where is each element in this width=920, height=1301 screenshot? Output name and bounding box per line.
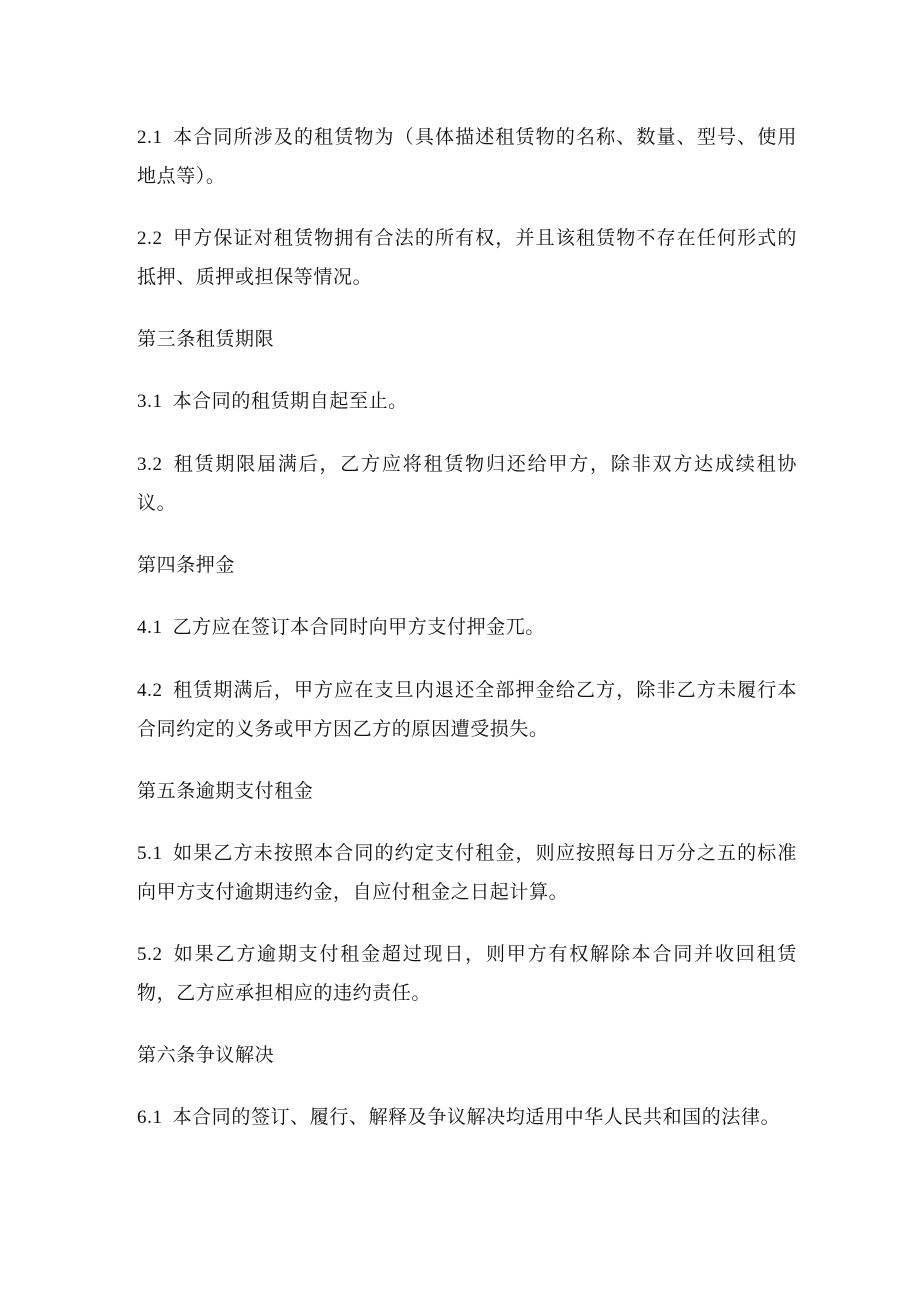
clause-number: 5.1 — [137, 843, 163, 864]
article-heading-4: 第四条押金 — [137, 554, 236, 576]
clause-text: 如果乙方逾期支付租金超过现日，则甲方有权解除本合同并收回租赁物，乙方应承担相应的违约责任。 — [137, 943, 797, 1004]
clause-text: 本合同的租赁期自起至止。 — [172, 390, 408, 412]
clause-number: 4.2 — [137, 680, 163, 701]
clause-4-2 — [137, 671, 797, 748]
clause-number: 6.1 — [137, 1107, 163, 1128]
clause-text: 如果乙方未按照本合同的约定支付租金，则应按照每日万分之五的标准向甲方支付逾期违约金，自应付租金之日起计算。 — [137, 842, 797, 903]
clause-number: 3.1 — [137, 391, 163, 412]
article-heading-3: 第三条租赁期限 — [137, 328, 275, 350]
clause-text: 租赁期满后，甲方应在支旦内退还全部押金给乙方，除非乙方未履行本合同约定的义务或甲方因乙方的原因遭受损失。 — [137, 679, 797, 740]
clause-2-2 — [137, 219, 797, 296]
clause-text: 乙方应在签订本合同时向甲方支付押金兀。 — [172, 616, 545, 638]
clause-2-1 — [137, 118, 797, 195]
clause-6-1 — [137, 1098, 797, 1137]
clause-number: 2.2 — [137, 228, 163, 249]
clause-number: 4.1 — [137, 617, 163, 638]
clause-number: 3.2 — [137, 454, 163, 475]
clause-3-2 — [137, 445, 797, 522]
clause-number: 5.2 — [137, 944, 163, 965]
document-body — [137, 118, 797, 1161]
clause-text: 租赁期限届满后，乙方应将租赁物归还给甲方，除非双方达成续租协议。 — [137, 453, 797, 514]
clause-number: 2.1 — [137, 127, 163, 148]
clause-text: 本合同的签订、履行、解释及争议解决均适用中华人民共和国的法律。 — [172, 1106, 781, 1128]
clause-text: 本合同所涉及的租赁物为（具体描述租赁物的名称、数量、型号、使用地点等）。 — [137, 126, 797, 187]
clause-4-1 — [137, 608, 797, 647]
clause-5-1 — [137, 834, 797, 911]
article-heading-5: 第五条逾期支付租金 — [137, 780, 314, 802]
clause-text: 甲方保证对租赁物拥有合法的所有权，并且该租赁物不存在任何形式的抵押、质押或担保等情况。 — [137, 227, 797, 288]
article-heading-6: 第六条争议解决 — [137, 1044, 275, 1066]
clause-3-1 — [137, 382, 797, 421]
clause-5-2 — [137, 935, 797, 1012]
